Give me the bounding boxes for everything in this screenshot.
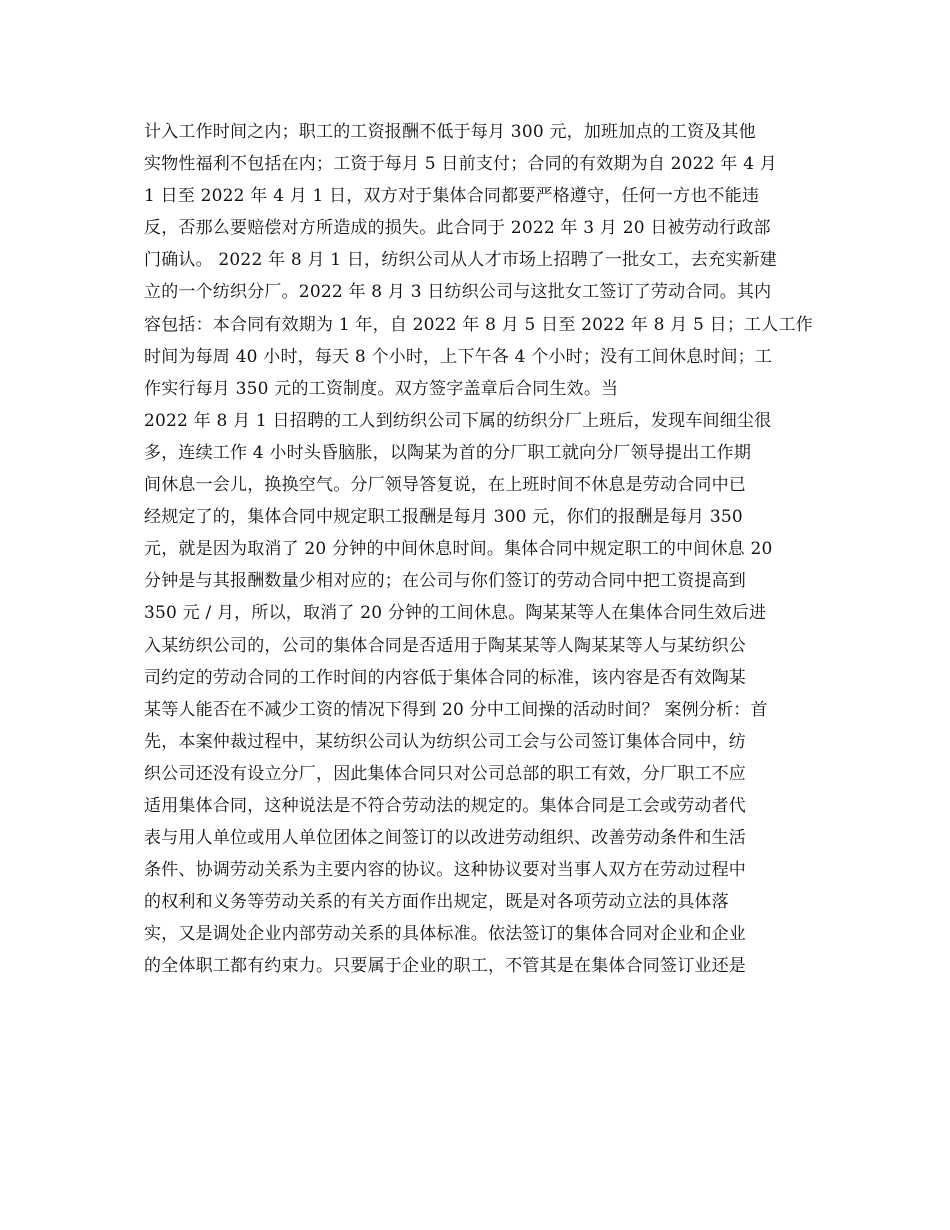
text-line: 先，本案仲裁过程中，某纺织公司认为纺织公司工会与公司签订集体合同中，纺 — [144, 731, 746, 752]
body-text — [144, 116, 824, 983]
text-line: 计入工作时间之内；职工的工资报酬不低于每月 300 元，加班加点的工资及其他 — [144, 122, 756, 142]
text-line: 容包括：本合同有效期为 1 年，自 2022 年 8 月 5 日至 2022 年 8 月 5 日；工人工作 — [144, 314, 813, 335]
text-line: 作实行每月 350 元的工资制度。双方签字盖章后合同生效。当 — [144, 378, 619, 399]
text-line: 1 日至 2022 年 4 月 1 日，双方对于集体合同都要严格遵守，任何一方也不能违 — [144, 186, 760, 207]
text-line: 实物性福利不包括在内；工资于每月 5 日前支付；合同的有效期为自 2022 年 4 月 — [144, 154, 777, 175]
text-line: 350 元 / 月，所以，取消了 20 分钟的工间休息。陶某某等人在集体合同生效后进 — [144, 603, 767, 624]
text-line: 立的一个纺织分厂。2022 年 8 月 3 日纺织公司与这批女工签订了劳动合同。其内 — [144, 282, 772, 303]
text-line: 分钟是与其报酬数量少相对应的；在公司与你们签订的劳动合同中把工资提高到 — [144, 571, 746, 592]
text-line: 间休息一会儿，换换空气。分厂领导答复说，在上班时间不休息是劳动合同中已 — [144, 475, 746, 496]
text-line: 反，否那么要赔偿对方所造成的损失。此合同于 2022 年 3 月 20 日被劳动行政部 — [144, 218, 771, 239]
text-line: 表与用人单位或用人单位团体之间签订的以改进劳动组织、改善劳动条件和生活 — [144, 828, 746, 849]
text-line: 司约定的劳动合同的工作时间的内容低于集体合同的标准，该内容是否有效陶某 — [144, 667, 746, 688]
text-line: 条件、协调劳动关系为主要内容的协议。这种协议要对当事人双方在劳动过程中 — [144, 860, 746, 881]
text-line: 某等人能否在不减少工资的情况下得到 20 分中工间操的活动时间？ 案例分析：首 — [144, 699, 768, 720]
text-line: 实，又是调处企业内部劳动关系的具体标准。依法签订的集体合同对企业和企业 — [144, 924, 746, 945]
text-line: 门确认。 2022 年 8 月 1 日，纺织公司从人才市场上招聘了一批女工，去充实新建 — [144, 250, 777, 271]
text-line: 的全体职工都有约束力。只要属于企业的职工，不管其是在集体合同签订业还是 — [144, 956, 746, 977]
text-line: 织公司还没有设立分厂，因此集体合同只对公司总部的职工有效，分厂职工不应 — [144, 763, 746, 784]
text-line: 经规定了的，集体合同中规定职工报酬是每月 300 元，你们的报酬是每月 350 — [144, 507, 743, 528]
text-line: 的权利和义务等劳动关系的有关方面作出规定，既是对各项劳动立法的具体落 — [144, 892, 729, 913]
text-line: 入某纺织公司的，公司的集体合同是否适用于陶某某等人陶某某等人与某纺织公 — [144, 635, 746, 656]
text-line: 时间为每周 40 小时，每天 8 个小时，上下午各 4 个小时；没有工间休息时间；工 — [144, 346, 773, 367]
text-line: 多，连续工作 4 小时头昏脑胀，以陶某为首的分厂职工就向分厂领导提出工作期 — [144, 442, 752, 463]
text-line: 2022 年 8 月 1 日招聘的工人到纺织公司下属的纺织分厂上班后，发现车间细尘很 — [144, 410, 772, 431]
text-line: 适用集体合同，这种说法是不符合劳动法的规定的。集体合同是工会或劳动者代 — [144, 795, 746, 816]
text-line: 元，就是因为取消了 20 分钟的中间休息时间。集体合同中规定职工的中间休息 20 — [144, 539, 773, 560]
